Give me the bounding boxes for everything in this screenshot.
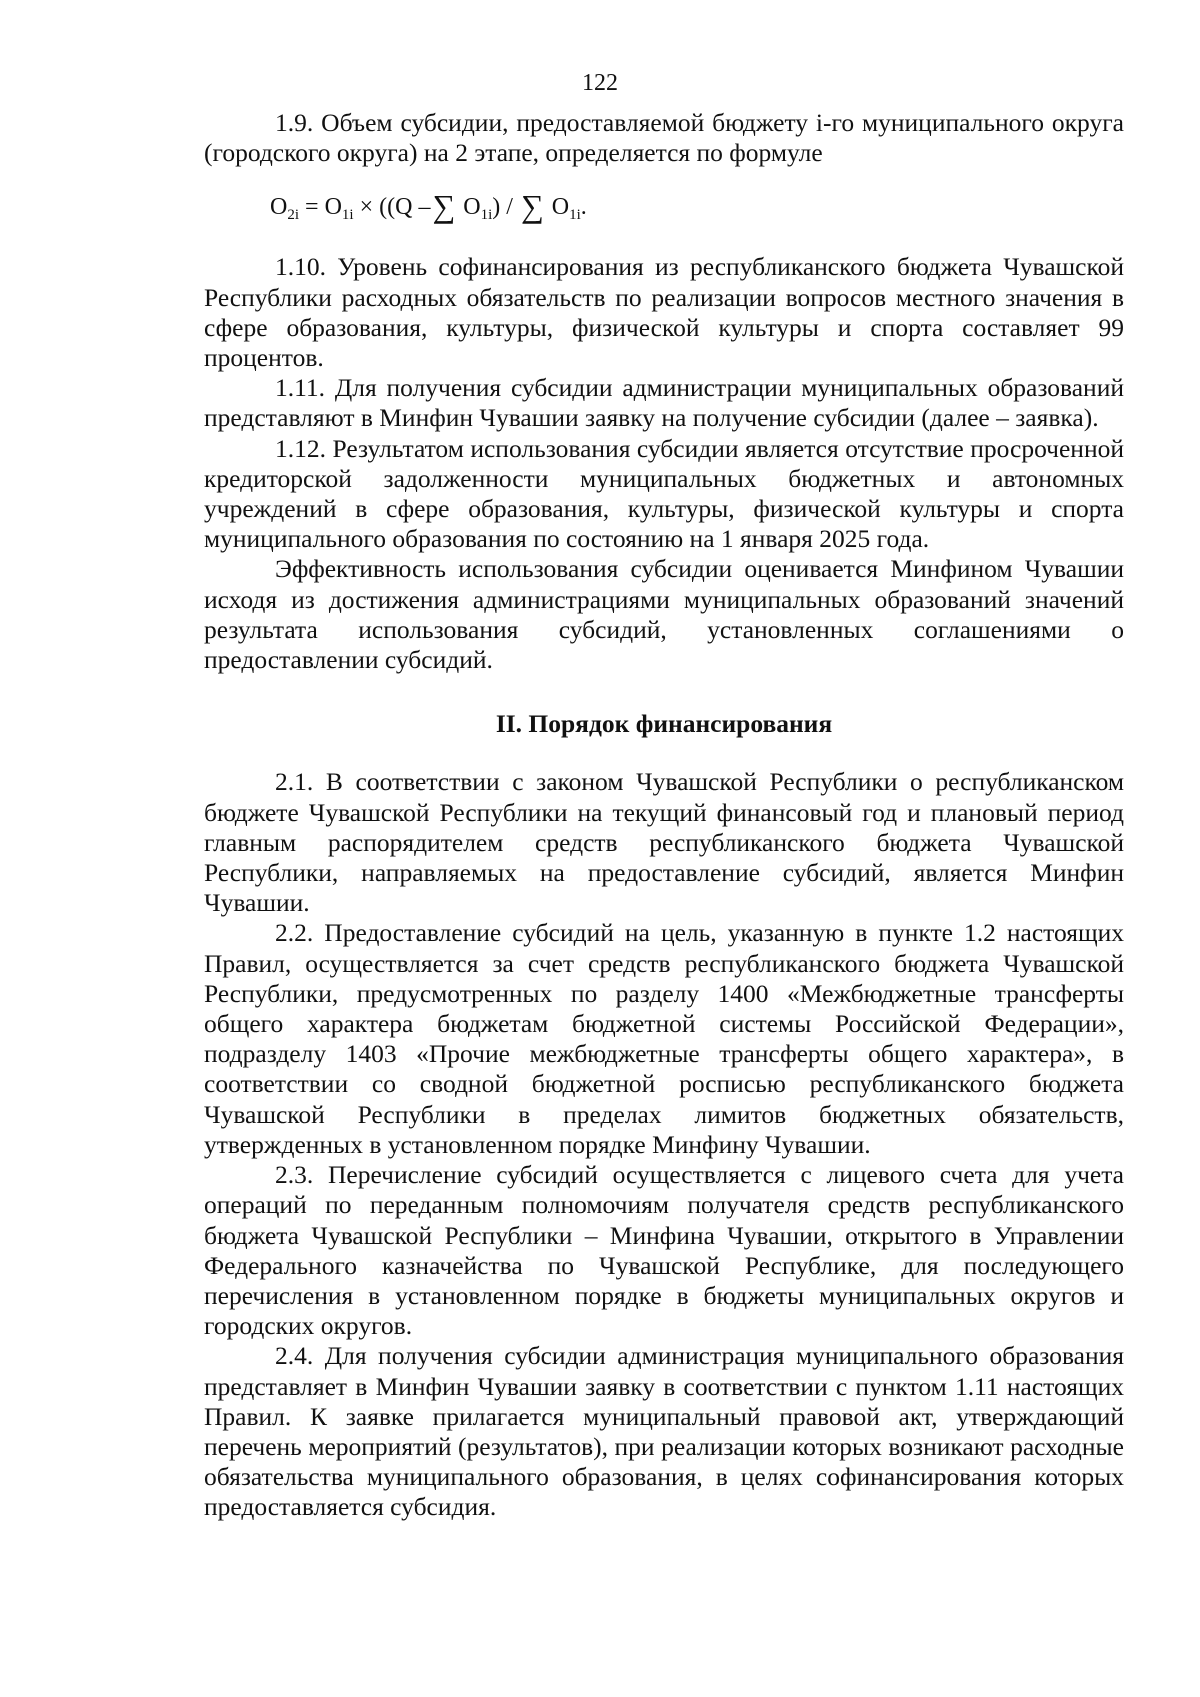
formula-o1i-b-sub: 1i (480, 207, 493, 224)
formula-equals: = (305, 194, 319, 221)
formula-o2i-sub: 2i (287, 207, 300, 224)
formula (270, 188, 1124, 226)
document-body (204, 108, 1124, 1523)
formula-o1i-c-sub: 1i (569, 207, 581, 224)
formula-close: ) / (492, 194, 513, 221)
paragraph-1-9: 1.9. Объем субсидии, предоставляемой бюджету i-го муниципального округа (городского округа) на 2 этапе, определяется по формуле (204, 108, 1124, 168)
formula-o1i-c: O (551, 194, 570, 221)
paragraph-1-11: 1.11. Для получения субсидии администрации муниципальных образований представляют в Минфин Чувашии заявку на получение субсидии (далее – заявка). (204, 373, 1124, 433)
paragraph-2-2: 2.2. Предоставление субсидий на цель, указанную в пункте 1.2 настоящих Правил, осуществляется за счет средств республиканского бюджета Чувашской Республики, предусмотренных по разделу 1400 «Межбюджетные трансферты общего характера бюджетам бюджетной системы Российской Федерации», подразделу 1403 «Прочие межбюджетные трансферты общего характера», в соответствии со сводной бюджетной росписью республиканского бюджета Чувашской Республики в пределах лимитов бюджетных обязательств, утвержденных в установленном порядке Минфину Чувашии. (204, 918, 1124, 1159)
formula-sum-1: ∑ (432, 188, 456, 225)
page-number: 122 (582, 70, 618, 96)
formula-o1i-b: O (463, 194, 481, 221)
formula-sum-2: ∑ (520, 188, 544, 225)
formula-end: . (580, 194, 587, 221)
paragraph-effectiveness: Эффективность использования субсидии оценивается Минфином Чувашии исходя из достижения администрациями муниципальных образований значений результата использования субсидий, установленных соглашениями о предоставлении субсидий. (204, 554, 1124, 675)
formula-open: ((Q – (379, 194, 431, 221)
paragraph-1-12: 1.12. Результатом использования субсидии является отсутствие просроченной кредиторской задолженности муниципальных бюджетных и автономных учреждений в сфере образования, культуры, физической культуры и спорта муниципального образования по состоянию на 1 января 2025 года. (204, 433, 1124, 554)
paragraph-2-1: 2.1. В соответствии с законом Чувашской Республики о республиканском бюджете Чувашской Республики на текущий финансовый год и плановый период главным распорядителем средств республиканского бюджета Чувашской Республики, направляемых на предоставление субсидий, является Минфин Чувашии. (204, 767, 1124, 918)
section-heading: II. Порядок финансирования (495, 709, 833, 739)
formula-times: × (359, 194, 374, 221)
paragraph-2-4: 2.4. Для получения субсидии администрация муниципального образования представляет в Минфин Чувашии заявку в соответствии с пунктом 1.11 настоящих Правил. К заявке прилагается муниципальный правовой акт, утверждающий перечень мероприятий (результатов), при реализации которых возникают расходные обязательства муниципального образования, в целях софинансирования которых предоставляется субсидия. (204, 1341, 1124, 1522)
paragraph-2-3: 2.3. Перечисление субсидий осуществляется с лицевого счета для учета операций по переданным полномочиям получателя средств республиканского бюджета Чувашской Республики – Минфина Чувашии, открытого в Управлении Федерального казначейства по Чувашской Республике, для последующего перечисления в установленном порядке в бюджеты муниципальных округов и городских округов. (204, 1160, 1124, 1341)
formula-o2i: O (270, 194, 288, 221)
paragraph-1-10: 1.10. Уровень софинансирования из республиканского бюджета Чувашской Республики расходных обязательств по реализации вопросов местного значения в сфере образования, культуры, физической культуры и спорта составляет 99 процентов. (204, 252, 1124, 373)
formula-o1i-sub: 1i (341, 207, 354, 224)
formula-o1i: O (324, 194, 342, 221)
